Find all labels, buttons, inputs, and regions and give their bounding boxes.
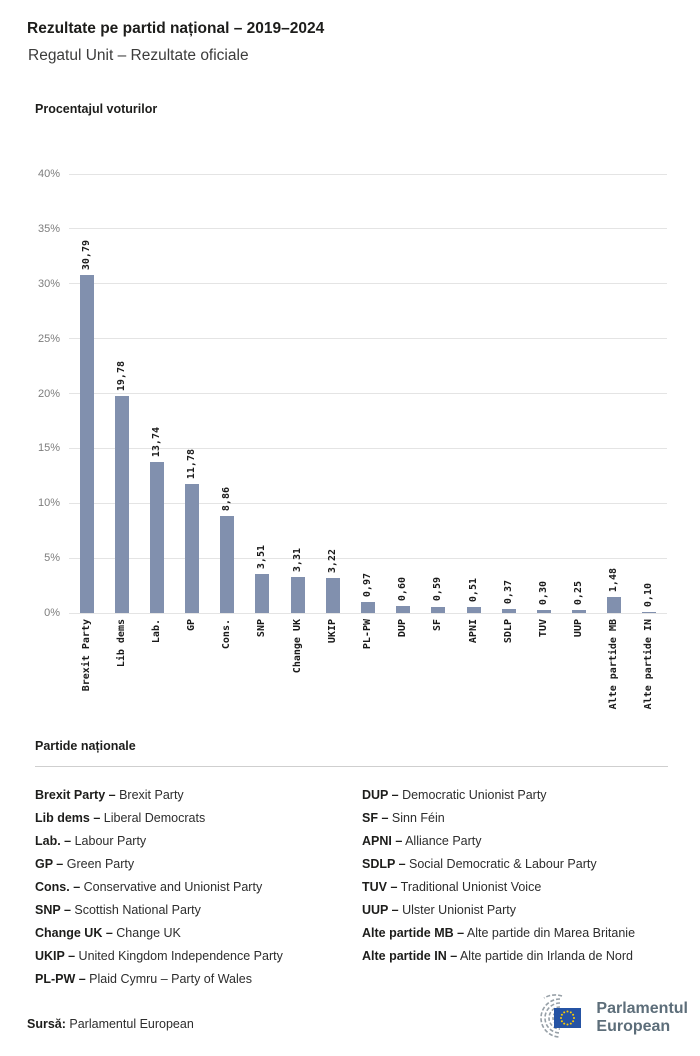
- bar: [220, 516, 234, 613]
- legend-item-name: Green Party: [63, 857, 135, 871]
- x-axis-slot: [280, 619, 315, 727]
- bar-value-label: 3,31: [291, 547, 303, 572]
- legend-item: [362, 922, 682, 945]
- legend-item: [35, 922, 355, 945]
- ep-logo-line2: European: [596, 1018, 671, 1035]
- page-subtitle: Regatul Unit – Rezultate oficiale: [28, 47, 249, 64]
- legend-item-name: Sinn Féin: [388, 811, 445, 825]
- ep-logo-line1: Parlamentul: [596, 1000, 688, 1017]
- legend-item: [35, 807, 355, 830]
- x-axis-slot: [69, 619, 104, 727]
- legend-item-name: Change UK: [112, 926, 181, 940]
- bar: [607, 597, 621, 613]
- bar-slot: [139, 174, 174, 613]
- bar: [115, 396, 129, 613]
- legend-item-name: Ulster Unionist Party: [398, 903, 516, 917]
- legend-item: [362, 830, 682, 853]
- bar: [537, 610, 551, 613]
- bar-slot: [315, 174, 350, 613]
- x-axis-label: DUP: [397, 619, 409, 638]
- bar: [80, 275, 94, 613]
- legend-divider: [35, 766, 668, 767]
- x-axis-label: UUP: [573, 619, 585, 638]
- legend-item-abbr: PL-PW –: [35, 972, 86, 986]
- legend-item-name: Scottish National Party: [70, 903, 201, 917]
- bar-value-label: 0,10: [643, 582, 655, 607]
- legend-item: [362, 784, 682, 807]
- legend-item-name: Labour Party: [71, 834, 147, 848]
- bar: [431, 607, 445, 613]
- x-axis-slot: [245, 619, 280, 727]
- source-note: [27, 1017, 194, 1031]
- bar-slot: [69, 174, 104, 613]
- bar-slot: [526, 174, 561, 613]
- legend-item: [362, 876, 682, 899]
- bar-slot: [350, 174, 385, 613]
- bar-slot: [280, 174, 315, 613]
- legend-item: [35, 830, 355, 853]
- x-axis-label: GP: [186, 619, 198, 632]
- legend-item-abbr: Lab. –: [35, 834, 72, 848]
- x-axis-label: TUV: [537, 619, 549, 638]
- legend-item-abbr: Alte partide IN –: [362, 949, 458, 963]
- bar: [396, 606, 410, 613]
- legend-item-name: Liberal Democrats: [100, 811, 206, 825]
- legend-item-name: Brexit Party: [115, 788, 184, 802]
- bar-slot: [175, 174, 210, 613]
- legend-item: [35, 945, 355, 968]
- x-axis-label: Cons.: [221, 619, 233, 650]
- legend-item: [35, 899, 355, 922]
- x-axis-slot: [386, 619, 421, 727]
- bar-slot: [561, 174, 596, 613]
- legend-item-abbr: SNP –: [35, 903, 71, 917]
- bar-value-label: 0,37: [502, 579, 514, 604]
- x-axis-label: PL-PW: [361, 619, 373, 650]
- bar-slot: [597, 174, 632, 613]
- bar: [361, 602, 375, 613]
- x-axis-slot: [350, 619, 385, 727]
- bar-value-label: 0,25: [573, 581, 585, 606]
- legend-item-abbr: SF –: [362, 811, 389, 825]
- legend-item-abbr: Cons. –: [35, 880, 81, 894]
- legend-item-abbr: SDLP –: [362, 857, 406, 871]
- page-title: Rezultate pe partid național – 2019–2024: [27, 20, 325, 37]
- bar-value-label: 11,78: [186, 448, 198, 479]
- bar-slot: [456, 174, 491, 613]
- legend-item-abbr: Brexit Party –: [35, 788, 116, 802]
- bar-slot: [104, 174, 139, 613]
- legend-column-left: [35, 784, 355, 991]
- legend-item-name: Alte partide din Marea Britanie: [464, 926, 636, 940]
- legend-item: [362, 899, 682, 922]
- y-axis-tick-label: 40%: [37, 168, 60, 180]
- plot-area: [69, 174, 667, 613]
- legend-column-right: [362, 784, 682, 968]
- legend-item: [35, 853, 355, 876]
- bar-slot: [491, 174, 526, 613]
- bar-value-label: 3,51: [256, 545, 268, 570]
- y-axis-tick-label: 35%: [37, 222, 60, 235]
- y-axis-tick-label: 20%: [37, 387, 60, 400]
- bar-value-label: 1,48: [608, 567, 620, 592]
- x-axis-slot: [561, 619, 596, 727]
- bar: [291, 577, 305, 613]
- bar-value-label: 19,78: [115, 360, 127, 391]
- y-axis-tick-label: 10%: [37, 497, 60, 510]
- bar-value-label: 13,74: [150, 427, 162, 458]
- x-axis-slot: [456, 619, 491, 727]
- y-axis-tick-label: 25%: [37, 332, 60, 345]
- legend-item-abbr: Lib dems –: [35, 811, 101, 825]
- legend-item: [362, 853, 682, 876]
- x-axis-slot: [139, 619, 174, 727]
- european-parliament-logo: [522, 994, 688, 1042]
- x-axis-label: UKIP: [326, 619, 338, 644]
- ep-hemicycle-icon: [522, 994, 588, 1042]
- y-axis-tick-label: 0%: [44, 607, 60, 619]
- source-label: Sursă:: [27, 1017, 66, 1031]
- x-axis-label: Alte partide MB: [608, 619, 620, 710]
- bar: [467, 607, 481, 613]
- bar: [572, 610, 586, 613]
- bar: [185, 484, 199, 613]
- bar: [502, 609, 516, 613]
- y-axis-tick-label: 15%: [37, 442, 60, 455]
- bar-slot: [632, 174, 667, 613]
- x-axis-slot: [421, 619, 456, 727]
- bar-value-label: 0,30: [537, 580, 549, 605]
- legend-item-abbr: TUV –: [362, 880, 398, 894]
- legend-item: [362, 807, 682, 830]
- x-axis-label: SNP: [256, 619, 268, 638]
- source-text: Parlamentul European: [69, 1017, 194, 1031]
- legend-item-name: United Kingdom Independence Party: [75, 949, 283, 963]
- chart-title: Procentajul voturilor: [35, 102, 158, 116]
- legend-item: [35, 968, 355, 991]
- bar: [255, 574, 269, 613]
- x-axis-label: SF: [432, 619, 444, 632]
- x-axis-slot: [210, 619, 245, 727]
- y-axis-tick-label: 5%: [44, 552, 60, 565]
- x-axis-label: Brexit Party: [80, 619, 92, 692]
- bar-value-label: 3,22: [326, 548, 338, 573]
- bar-value-label: 30,79: [80, 239, 92, 271]
- x-axis-label: Lab.: [150, 619, 162, 644]
- bar-slot: [245, 174, 280, 613]
- legend-item-abbr: UKIP –: [35, 949, 76, 963]
- legend-item-name: Plaid Cymru – Party of Wales: [85, 972, 252, 986]
- x-axis-slot: [597, 619, 632, 727]
- bar-slot: [421, 174, 456, 613]
- legend-item-name: Traditional Unionist Voice: [397, 880, 542, 894]
- x-axis-label: Change UK: [291, 619, 303, 674]
- legend-item-abbr: APNI –: [362, 834, 403, 848]
- x-axis-labels: [69, 619, 667, 727]
- bar-value-label: 8,86: [221, 486, 233, 511]
- legend-item-abbr: GP –: [35, 857, 64, 871]
- bar: [326, 578, 340, 613]
- bar-value-label: 0,59: [432, 577, 444, 602]
- legend-item-abbr: Alte partide MB –: [362, 926, 465, 940]
- legend-item-abbr: UUP –: [362, 903, 399, 917]
- legend-item-name: Democratic Unionist Party: [398, 788, 547, 802]
- x-axis-slot: [104, 619, 139, 727]
- bar-value-label: 0,51: [467, 578, 479, 603]
- bar: [150, 462, 164, 613]
- x-axis-slot: [491, 619, 526, 727]
- legend-item-name: Conservative and Unionist Party: [80, 880, 263, 894]
- legend-item-name: Alliance Party: [402, 834, 482, 848]
- x-axis-slot: [315, 619, 350, 727]
- x-axis-label: Lib dems: [115, 619, 127, 668]
- y-axis-labels: [0, 168, 60, 619]
- x-axis-slot: [175, 619, 210, 727]
- bar-slot: [210, 174, 245, 613]
- bar-slot: [386, 174, 421, 613]
- x-axis-slot: [632, 619, 667, 727]
- bar-value-label: 0,60: [397, 577, 409, 602]
- legend-item-name: Alte partide din Irlanda de Nord: [457, 949, 633, 963]
- bar-value-label: 0,97: [361, 573, 373, 598]
- legend-item-name: Social Democratic & Labour Party: [405, 857, 597, 871]
- ep-logo-text: [596, 1000, 688, 1036]
- x-axis-label: Alte partide IN: [643, 619, 655, 710]
- legend-item: [35, 876, 355, 899]
- y-axis-tick-label: 30%: [37, 277, 60, 290]
- legend-item: [362, 945, 682, 968]
- x-axis-slot: [526, 619, 561, 727]
- legend-item: [35, 784, 355, 807]
- legend-item-abbr: DUP –: [362, 788, 399, 802]
- x-axis-label: SDLP: [502, 619, 514, 644]
- bar: [642, 612, 656, 613]
- legend-heading: Partide naționale: [35, 739, 136, 753]
- x-axis-label: APNI: [467, 619, 479, 644]
- legend-item-abbr: Change UK –: [35, 926, 113, 940]
